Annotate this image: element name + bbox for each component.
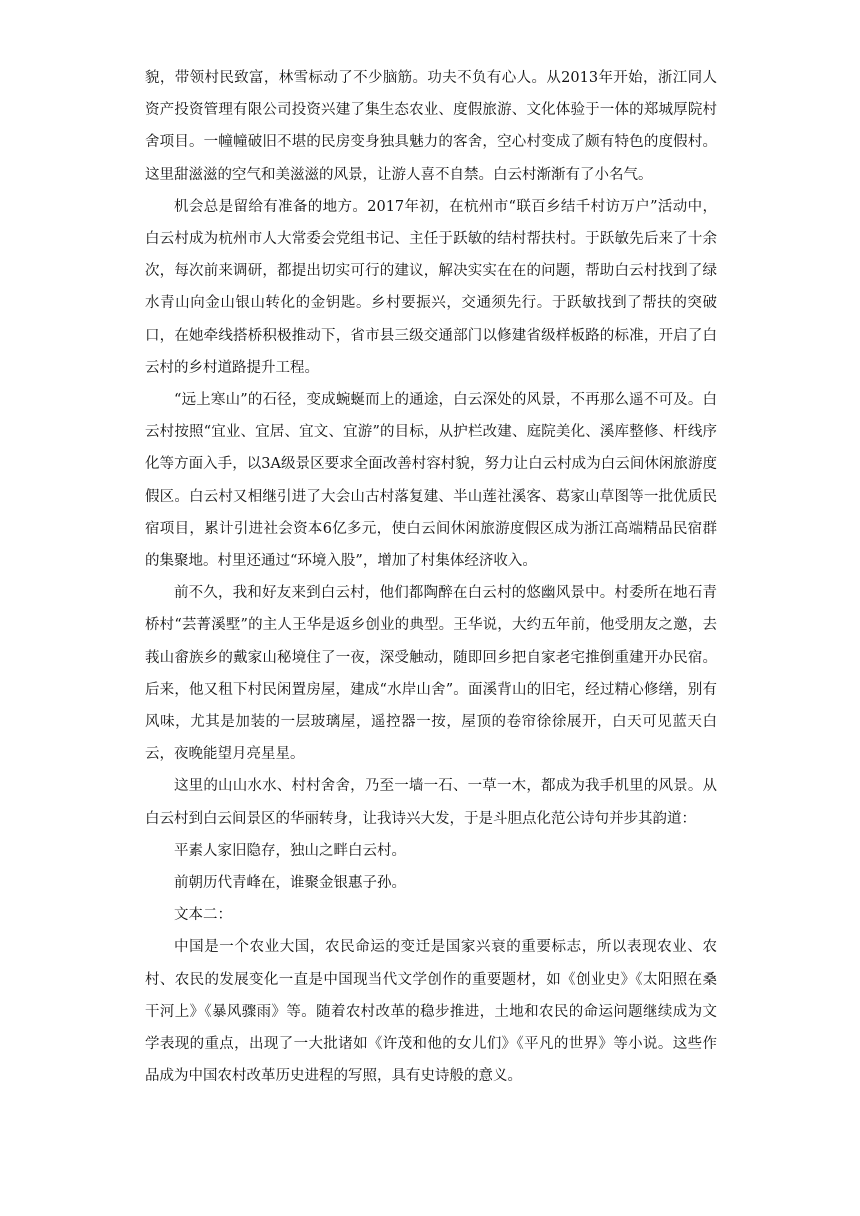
- poem-line-2: 前朝历代青峰在，谁聚金银惠子孙。: [174, 875, 406, 892]
- paragraph-agriculture: 中国是一个农业大国，农民命运的变迁是国家兴衰的重要标志，所以表现农业、农村、农民的发展变化一直是中国现当代文学创作的重要题材，如《创业史》《太阳照在桑干河上》《暴风骤雨》等。随着农村改革的稳步推进，土地和农民的命运问题继续成为文学表现的重点，出现了一大批诸如《许茂和他的女儿们》《平凡的世界》等小说。这些作品成为中国农村改革历史进程的写照，具有史诗般的意义。: [145, 939, 717, 1085]
- paragraph-continued: 貌，带领村民致富，林雪标动了不少脑筋。功夫不负有心人。从2013年开始，浙江同人资产投资管理有限公司投资兴建了集生态农业、度假旅游、文化体验于一体的郑城厚院村舍项目。一幢幢破旧不堪的民房变身独具魅力的客舍，空心村变成了颇有特色的度假村。这里甜滋滋的空气和美滋滋的风景，让游人喜不自禁。白云村渐渐有了小名气。: [145, 70, 717, 183]
- paragraph-visit: 前不久，我和好友来到白云村，他们都陶醉在白云村的悠幽风景中。村委所在地石青桥村“芸菁溪墅”的主人王华是返乡创业的典型。王华说，大约五年前，他受朋友之邀，去莪山畲族乡的戴家山秘境住了一夜，深受触动，随即回乡把自家老宅推倒重建开办民宿。后来，他又租下村民闲置房屋，建成“水岸山舍”。面溪背山的旧宅，经过精心修缮，别有风味，尤其是加装的一层玻璃屋，遥控器一按，屋顶的卷帘徐徐展开，白天可见蓝天白云，夜晚能望月亮星星。: [145, 585, 717, 763]
- document-page: [145, 62, 717, 1093]
- paragraph-scenery: 这里的山山水水、村村舍舍，乃至一墙一石、一草一木，都成为我手机里的风景。从白云村到白云间景区的华丽转身，让我诗兴大发，于是斗胆点化范公诗句并步其韵道：: [145, 778, 717, 827]
- paragraph-opportunity: 机会总是留给有准备的地方。2017年初，在杭州市“联百乡结千村访万户”活动中，白云村成为杭州市人大常委会党组书记、主任于跃敏的结村帮扶村。于跃敏先后来了十余次，每次前来调研，都提出切实可行的建议，解决实实在在的问题，帮助白云村找到了绿水青山向金山银山转化的金钥匙。乡村要振兴，交通须先行。于跃敏找到了帮扶的突破口，在她牵线搭桥积极推动下，省市县三级交通部门以修建省级样板路的标准，开启了白云村的乡村道路提升工程。: [145, 198, 717, 376]
- section-heading-text-two: 文本二：: [174, 907, 232, 924]
- paragraph-stone-path: “远上寒山”的石径，变成蜿蜒而上的通途，白云深处的风景，不再那么遥不可及。白云村按照“宜业、宜居、宜文、宜游”的目标，从护栏改建、庭院美化、溪库整修、杆线序化等方面入手，以3A级景区要求全面改善村容村貌，努力让白云村成为白云间休闲旅游度假区。白云村又相继引进了大会山古村落复建、半山莲社溪客、葛家山草图等一批优质民宿项目，累计引进社会资本6亿多元，使白云间休闲旅游度假区成为浙江高端精品民宿群的集聚地。村里还通过“环境入股”，增加了村集体经济收入。: [145, 392, 717, 570]
- poem-line-1: 平素人家旧隐存，独山之畔白云村。: [174, 842, 406, 859]
